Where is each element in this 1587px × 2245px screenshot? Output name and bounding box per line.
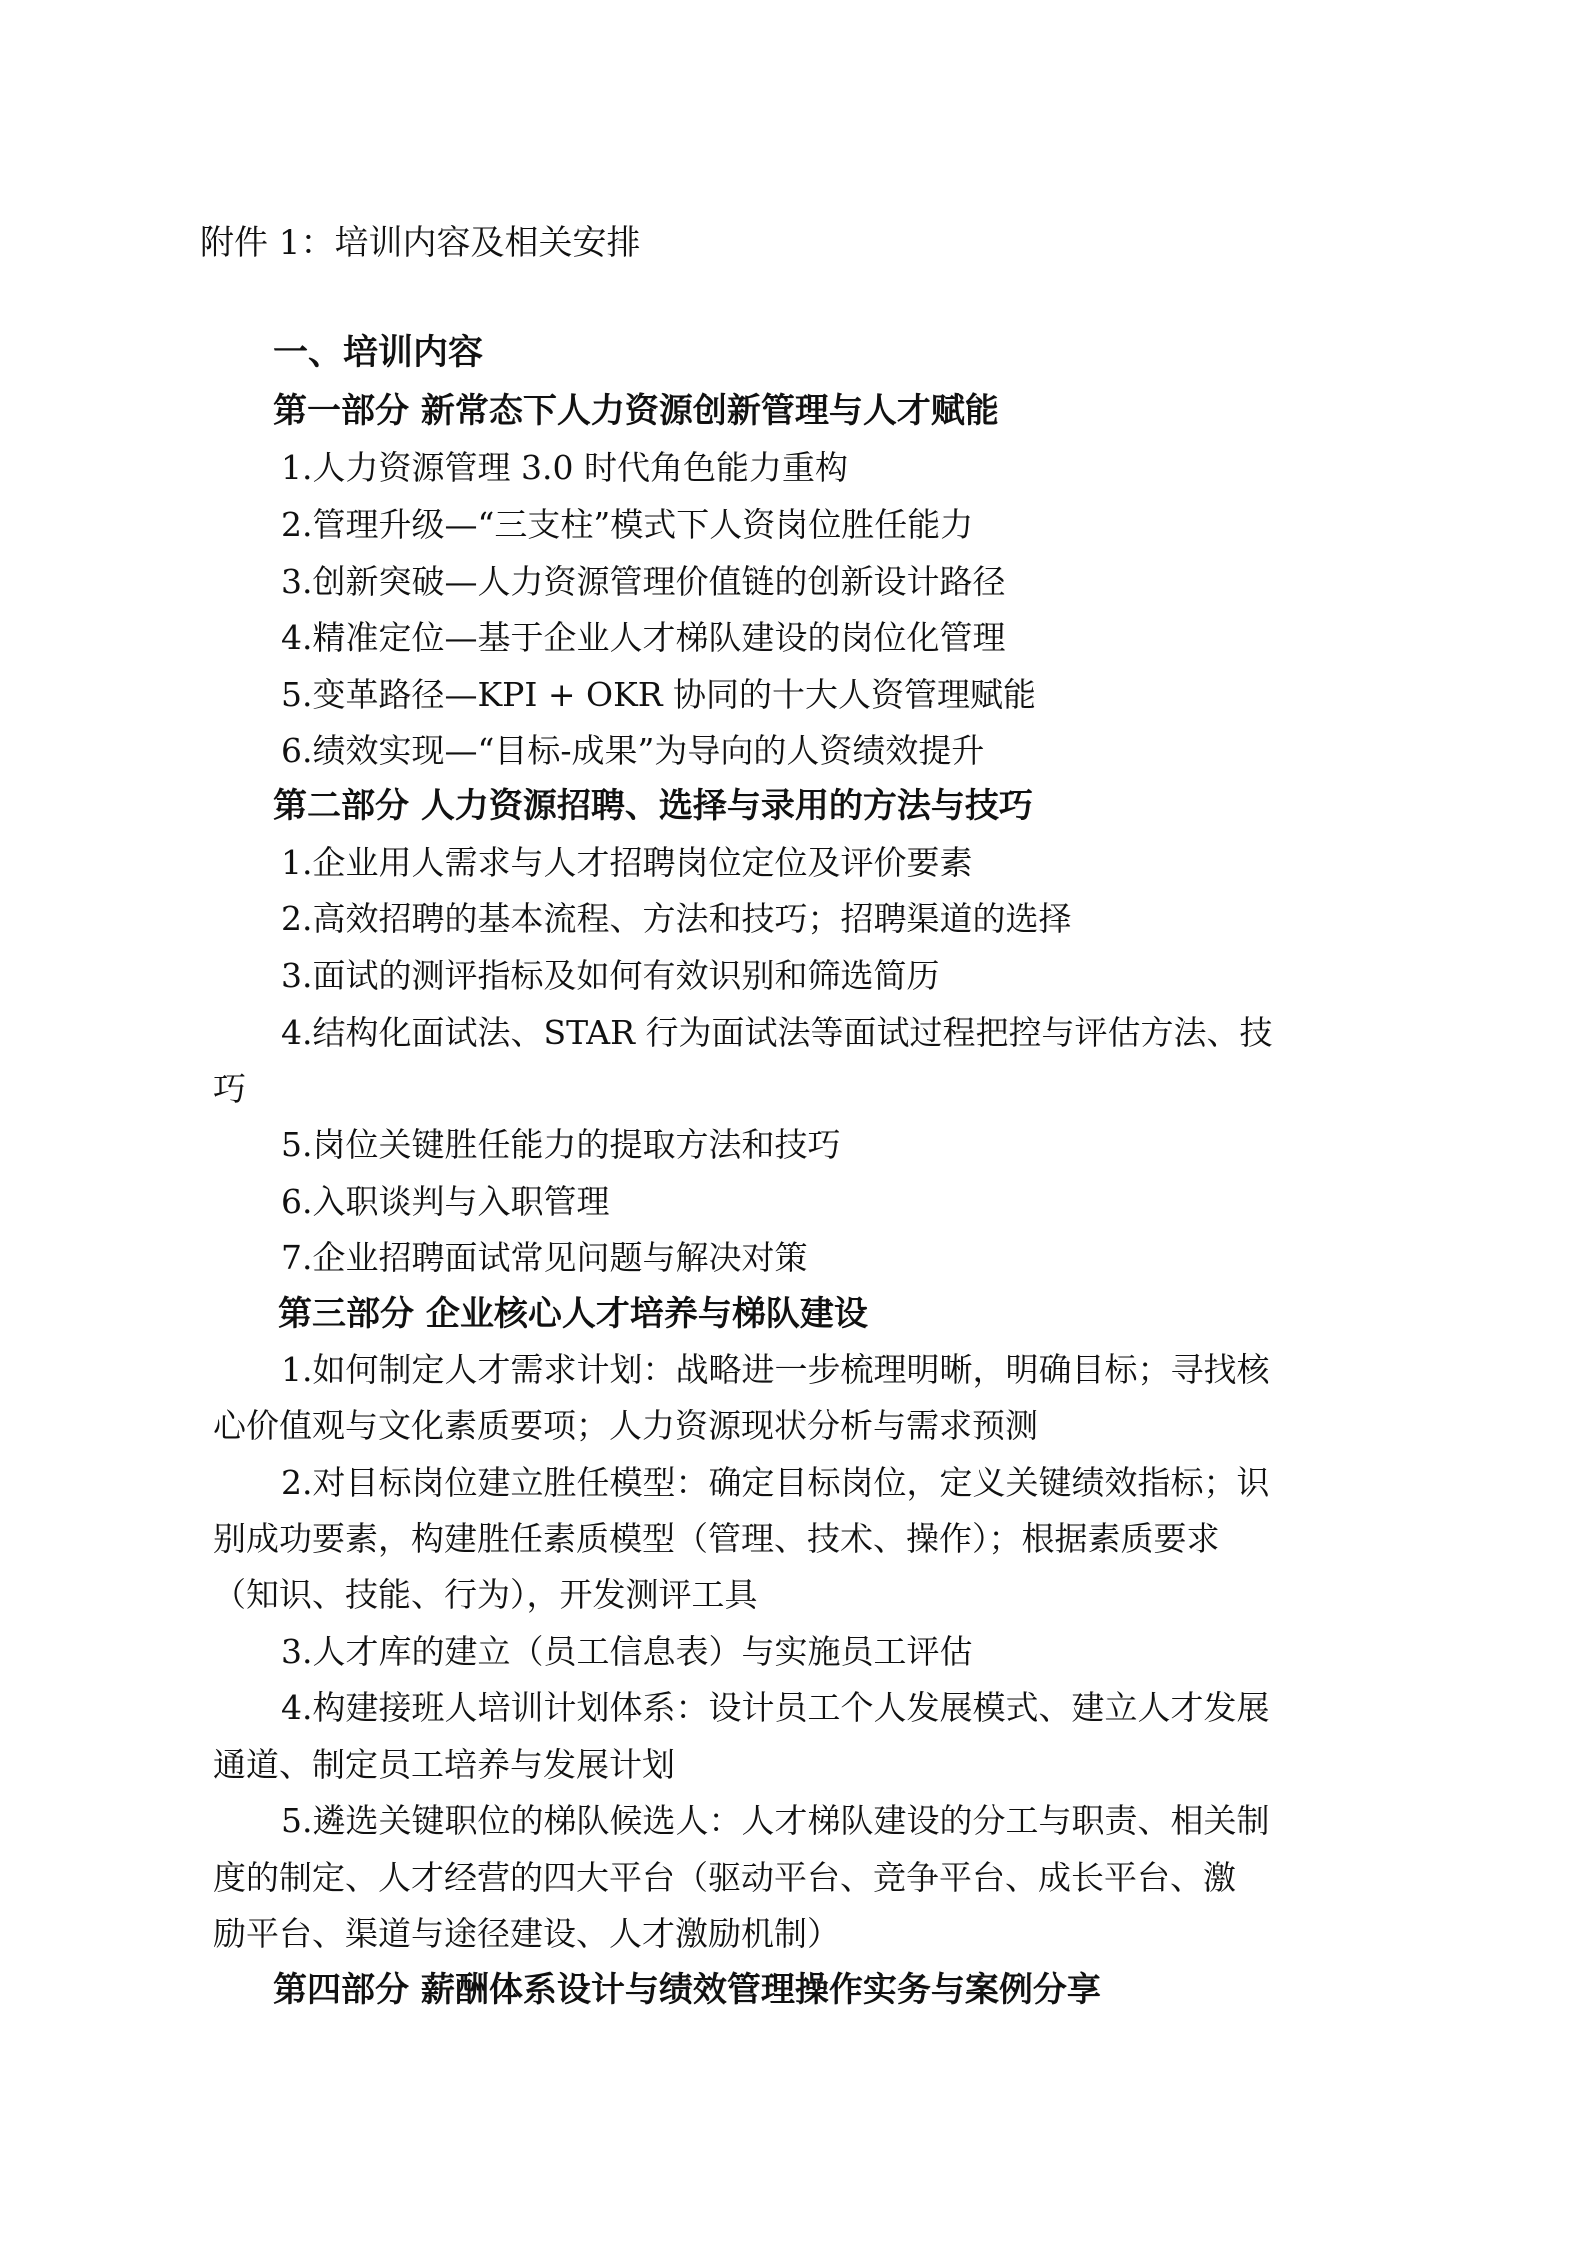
- part-1-item-6: 6.绩效实现—“目标-成果”为导向的人资绩效提升: [281, 731, 985, 770]
- part-2-item-1: 1.企业用人需求与人才招聘岗位定位及评价要素: [281, 843, 973, 882]
- part-1-item-4: 4.精准定位—基于企业人才梯队建设的岗位化管理: [281, 618, 1006, 657]
- part-2-item-3: 3.面试的测评指标及如何有效识别和筛选简历: [281, 956, 940, 995]
- part-2-item-4: 4.结构化面试法、STAR 行为面试法等面试过程把控与评估方法、技: [281, 1013, 1273, 1052]
- part-3-item-2: 2.对目标岗位建立胜任模型：确定目标岗位，定义关键绩效指标；识: [281, 1463, 1270, 1502]
- part-3-item-2-continued-1: 别成功要素，构建胜任素质模型（管理、技术、操作）；根据素质要求: [213, 1519, 1220, 1558]
- part-2-item-5: 5.岗位关键胜任能力的提取方法和技巧: [281, 1125, 841, 1164]
- part-2-item-4-continued: 巧: [213, 1069, 246, 1108]
- part-1-item-3: 3.创新突破—人力资源管理价值链的创新设计路径: [281, 562, 1006, 601]
- part-3-item-5-continued-2: 励平台、渠道与途径建设、人才激励机制）: [213, 1914, 840, 1953]
- part-1-title: 第一部分 新常态下人力资源创新管理与人才赋能: [273, 391, 999, 431]
- part-3-title: 第三部分 企业核心人才培养与梯队建设: [278, 1294, 868, 1334]
- part-3-item-5-continued-1: 度的制定、人才经营的四大平台（驱动平台、竞争平台、成长平台、激: [213, 1858, 1236, 1897]
- part-3-item-2-continued-2: （知识、技能、行为），开发测评工具: [213, 1575, 758, 1614]
- attachment-title: 附件 1：培训内容及相关安排: [200, 223, 641, 263]
- part-2-title: 第二部分 人力资源招聘、选择与录用的方法与技巧: [273, 786, 1033, 826]
- part-3-item-5: 5.遴选关键职位的梯队候选人：人才梯队建设的分工与职责、相关制: [281, 1801, 1270, 1840]
- part-3-item-4: 4.构建接班人培训计划体系：设计员工个人发展模式、建立人才发展: [281, 1688, 1270, 1727]
- part-3-item-4-continued: 通道、制定员工培养与发展计划: [213, 1745, 675, 1784]
- part-2-item-6: 6.入职谈判与入职管理: [281, 1182, 610, 1221]
- part-2-item-2: 2.高效招聘的基本流程、方法和技巧；招聘渠道的选择: [281, 899, 1072, 938]
- part-1-item-1: 1.人力资源管理 3.0 时代角色能力重构: [281, 448, 848, 487]
- part-3-item-1: 1.如何制定人才需求计划：战略进一步梳理明晰，明确目标；寻找核: [281, 1350, 1270, 1389]
- section-title: 一、培训内容: [273, 332, 484, 373]
- part-1-item-5: 5.变革路径—KPI + OKR 协同的十大人资管理赋能: [281, 675, 1037, 714]
- part-4-title: 第四部分 薪酬体系设计与绩效管理操作实务与案例分享: [273, 1970, 1101, 2010]
- part-3-item-1-continued: 心价值观与文化素质要项；人力资源现状分析与需求预测: [213, 1406, 1038, 1445]
- part-1-item-2: 2.管理升级—“三支柱”模式下人资岗位胜任能力: [281, 505, 974, 544]
- part-2-item-7: 7.企业招聘面试常见问题与解决对策: [281, 1238, 808, 1277]
- part-3-item-3: 3.人才库的建立（员工信息表）与实施员工评估: [281, 1632, 973, 1671]
